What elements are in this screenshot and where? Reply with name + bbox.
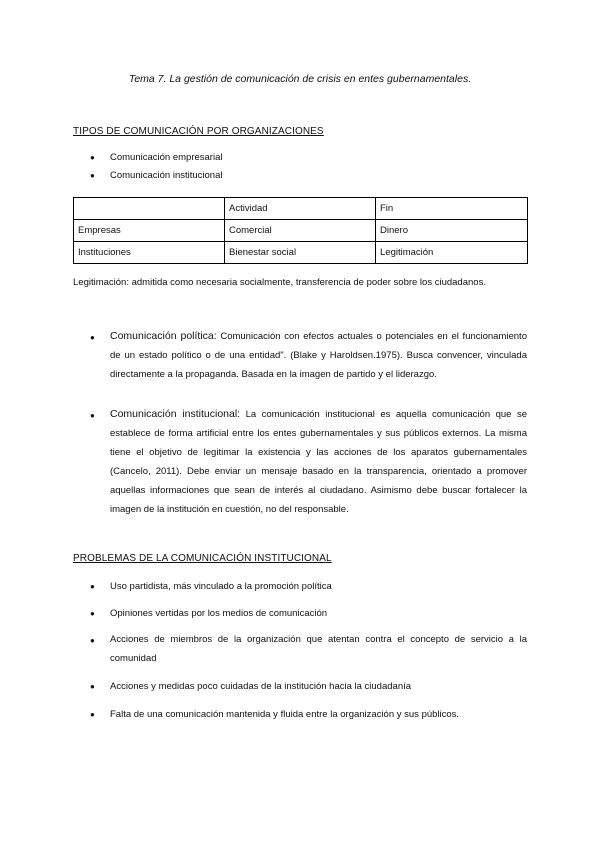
bullet-icon: ● (90, 333, 95, 342)
table-cell: Legitimación (376, 242, 528, 264)
list-item: Acciones de miembros de la organización que atentan contra el concepto de servicio a la comunidad (110, 634, 527, 664)
table-cell: Dinero (376, 220, 528, 242)
section-heading-tipos: TIPOS DE COMUNICACIÓN POR ORGANIZACIONES (73, 126, 324, 137)
legitimacion-note: Legitimación: admitida como necesaria socialmente, transferencia de poder sobre los ciudadanos. (73, 277, 486, 288)
section-heading-problemas: PROBLEMAS DE LA COMUNICACIÓN INSTITUCIONAL (73, 553, 332, 564)
table-header-cell: Actividad (225, 198, 376, 220)
list-item: Opiniones vertidas por los medios de comunicación (110, 608, 328, 619)
list-item: Falta de una comunicación mantenida y fluida entre la organización y sus públicos. (110, 709, 460, 720)
table-cell: Comercial (225, 220, 376, 242)
list-item: Acciones y medidas poco cuidadas de la institución hacia la ciudadanía (110, 681, 412, 692)
table-row (74, 220, 528, 242)
table-row (74, 242, 528, 264)
bullet-icon: ● (90, 609, 95, 618)
bullet-icon: ● (90, 171, 95, 180)
table-cell: Empresas (74, 220, 225, 242)
list-item: Uso partidista, más vinculado a la promoción política (110, 581, 332, 592)
definition-text: La comunicación institucional es aquella comunicación que se establece de forma artificial entre los entes gubernamentales y sus públicos externos. La misma tiene el objetivo de legitimar la existencia y las acciones de los aparatos gubernamentales (Cancelo, 2011). Debe enviar un mensaje basado en la transparencia, orientado a promover aquellas informaciones que sean de interés al ciudadano. Asimismo debe buscar fortalecer la imagen de la institución en cuestión, no del responsable. (110, 409, 527, 515)
bullet-icon: ● (90, 582, 95, 591)
bullet-icon: ● (90, 411, 95, 420)
definition-term: Comunicación política: (110, 330, 217, 342)
bullet-icon: ● (90, 153, 95, 162)
definition-paragraph (110, 405, 527, 519)
list-item: Comunicación empresarial (110, 152, 223, 163)
table-cell: Instituciones (74, 242, 225, 264)
definition-term: Comunicación institucional: (110, 408, 241, 420)
bullet-icon: ● (90, 636, 95, 645)
table-header-row (74, 198, 528, 220)
table-header-cell (74, 198, 225, 220)
table-cell: Bienestar social (225, 242, 376, 264)
bullet-icon: ● (90, 682, 95, 691)
definition-paragraph (110, 327, 527, 384)
organizations-table (73, 197, 528, 264)
definition-text: Comunicación con efectos actuales o potenciales en el funcionamiento de un estado político o de una entidad". (Blake y Haroldsen.1975). Busca convencer, vinculada directamente a la propaganda. Basada en la imagen de partido y el liderazgo. (110, 331, 527, 380)
bullet-icon: ● (90, 710, 95, 719)
list-item: Comunicación institucional (110, 170, 223, 181)
table-header-cell: Fin (376, 198, 528, 220)
page-title: Tema 7. La gestión de comunicación de crisis en entes gubernamentales. (128, 73, 472, 85)
